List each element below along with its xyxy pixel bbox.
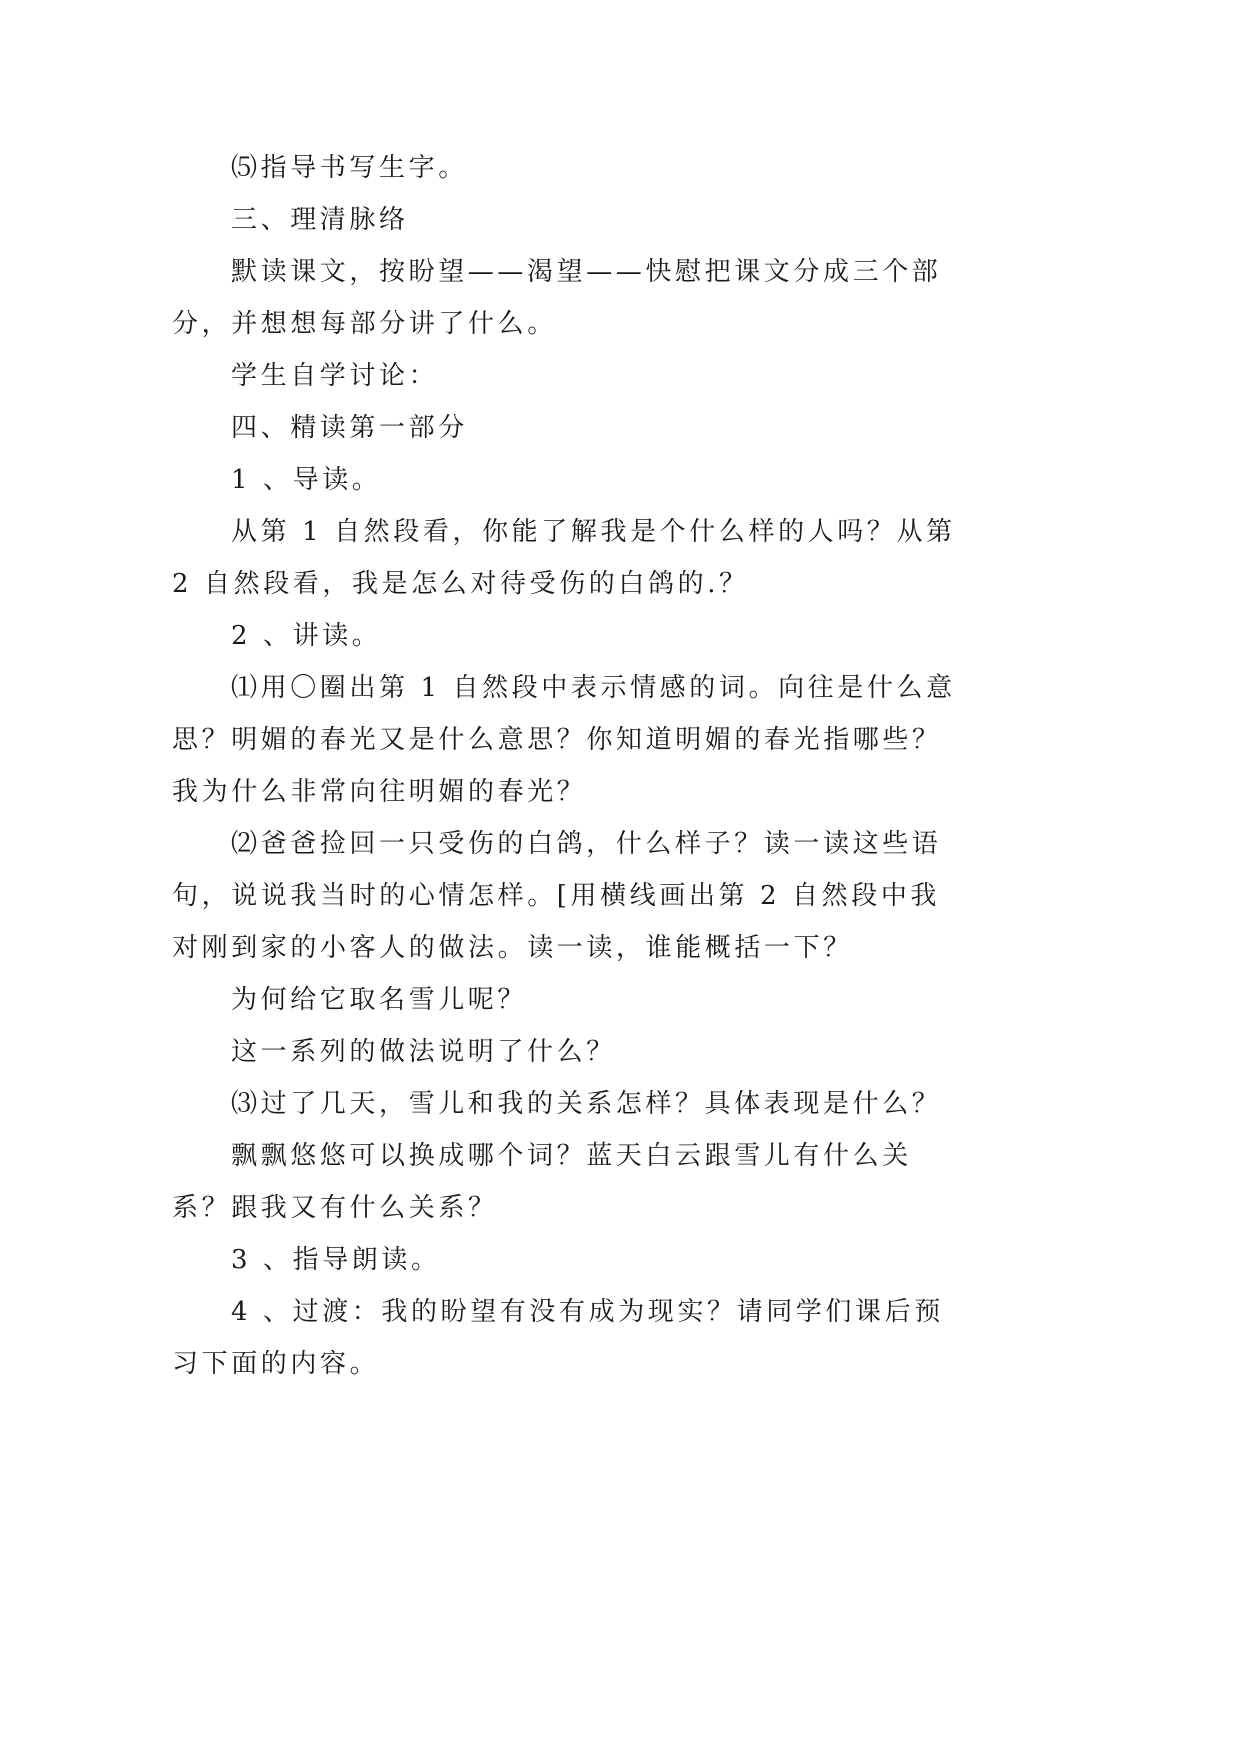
section-heading: 四、精读第一部分 xyxy=(231,413,468,443)
paragraph-line: 分，并想想每部分讲了什么。 xyxy=(172,309,557,339)
paragraph-line: 2 自然段看，我是怎么对待受伤的白鸽的.？ xyxy=(172,569,749,599)
step-heading: 1 、导读。 xyxy=(231,465,382,495)
step-4-transition xyxy=(172,1286,1072,1390)
paragraph-line: 默读课文，按盼望——渴望——快慰把课文分成三个部 xyxy=(231,257,942,287)
step-heading: 3 、指导朗读。 xyxy=(231,1245,441,1275)
paragraph-line: ⑵爸爸捡回一只受伤的白鸽，什么样子？读一读这些语 xyxy=(231,829,942,859)
item-2-injured-dove xyxy=(172,818,1072,974)
paragraph-line: ⑴用〇圈出第 1 自然段中表示情感的词。向往是什么意 xyxy=(231,673,956,703)
paragraph-line: ⑸指导书写生字。 xyxy=(231,153,468,183)
paragraph-self-study xyxy=(172,350,1072,402)
paragraph-line: 句，说说我当时的心情怎样。[用横线画出第 2 自然段中我 xyxy=(172,881,941,911)
item-1-circle-words xyxy=(172,662,1072,818)
section-heading: 三、理清脉络 xyxy=(231,205,409,235)
section-heading-4 xyxy=(172,402,1072,454)
paragraph-line: 为何给它取名雪儿呢？ xyxy=(231,985,528,1015)
paragraph-line: 系？跟我又有什么关系？ xyxy=(172,1193,498,1223)
paragraph-line: 学生自学讨论： xyxy=(231,361,439,391)
paragraph-line: 飘飘悠悠可以换成哪个词？蓝天白云跟雪儿有什么关 xyxy=(231,1141,912,1171)
paragraph-questions-1 xyxy=(172,506,1072,610)
paragraph-naming-question xyxy=(172,974,1072,1026)
section-heading-3 xyxy=(172,194,1072,246)
item-3-relationship xyxy=(172,1078,1072,1130)
paragraph-line: 4 、过渡：我的盼望有没有成为现实？请同学们课后预 xyxy=(231,1297,944,1327)
paragraph-line: 对刚到家的小客人的做法。读一读，谁能概括一下？ xyxy=(172,933,853,963)
paragraph-actions-question xyxy=(172,1026,1072,1078)
step-1-guided-reading xyxy=(172,454,1072,506)
paragraph-line: 我为什么非常向往明媚的春光？ xyxy=(172,777,587,807)
step-2-explain-reading xyxy=(172,610,1072,662)
step-heading: 2 、讲读。 xyxy=(231,621,382,651)
paragraph-line: 从第 1 自然段看，你能了解我是个什么样的人吗？从第 xyxy=(231,517,956,547)
paragraph-line: 思？明媚的春光又是什么意思？你知道明媚的春光指哪些？ xyxy=(172,725,942,755)
paragraph-silent-reading xyxy=(172,246,1072,350)
paragraph-line: ⑶过了几天，雪儿和我的关系怎样？具体表现是什么？ xyxy=(231,1089,942,1119)
paragraph-line: 这一系列的做法说明了什么？ xyxy=(231,1037,616,1067)
paragraph-word-substitution xyxy=(172,1130,1072,1234)
paragraph-line: 习下面的内容。 xyxy=(172,1349,380,1379)
step-3-read-aloud xyxy=(172,1234,1072,1286)
paragraph-guide-writing xyxy=(172,142,1072,194)
document-body xyxy=(172,142,1072,1390)
